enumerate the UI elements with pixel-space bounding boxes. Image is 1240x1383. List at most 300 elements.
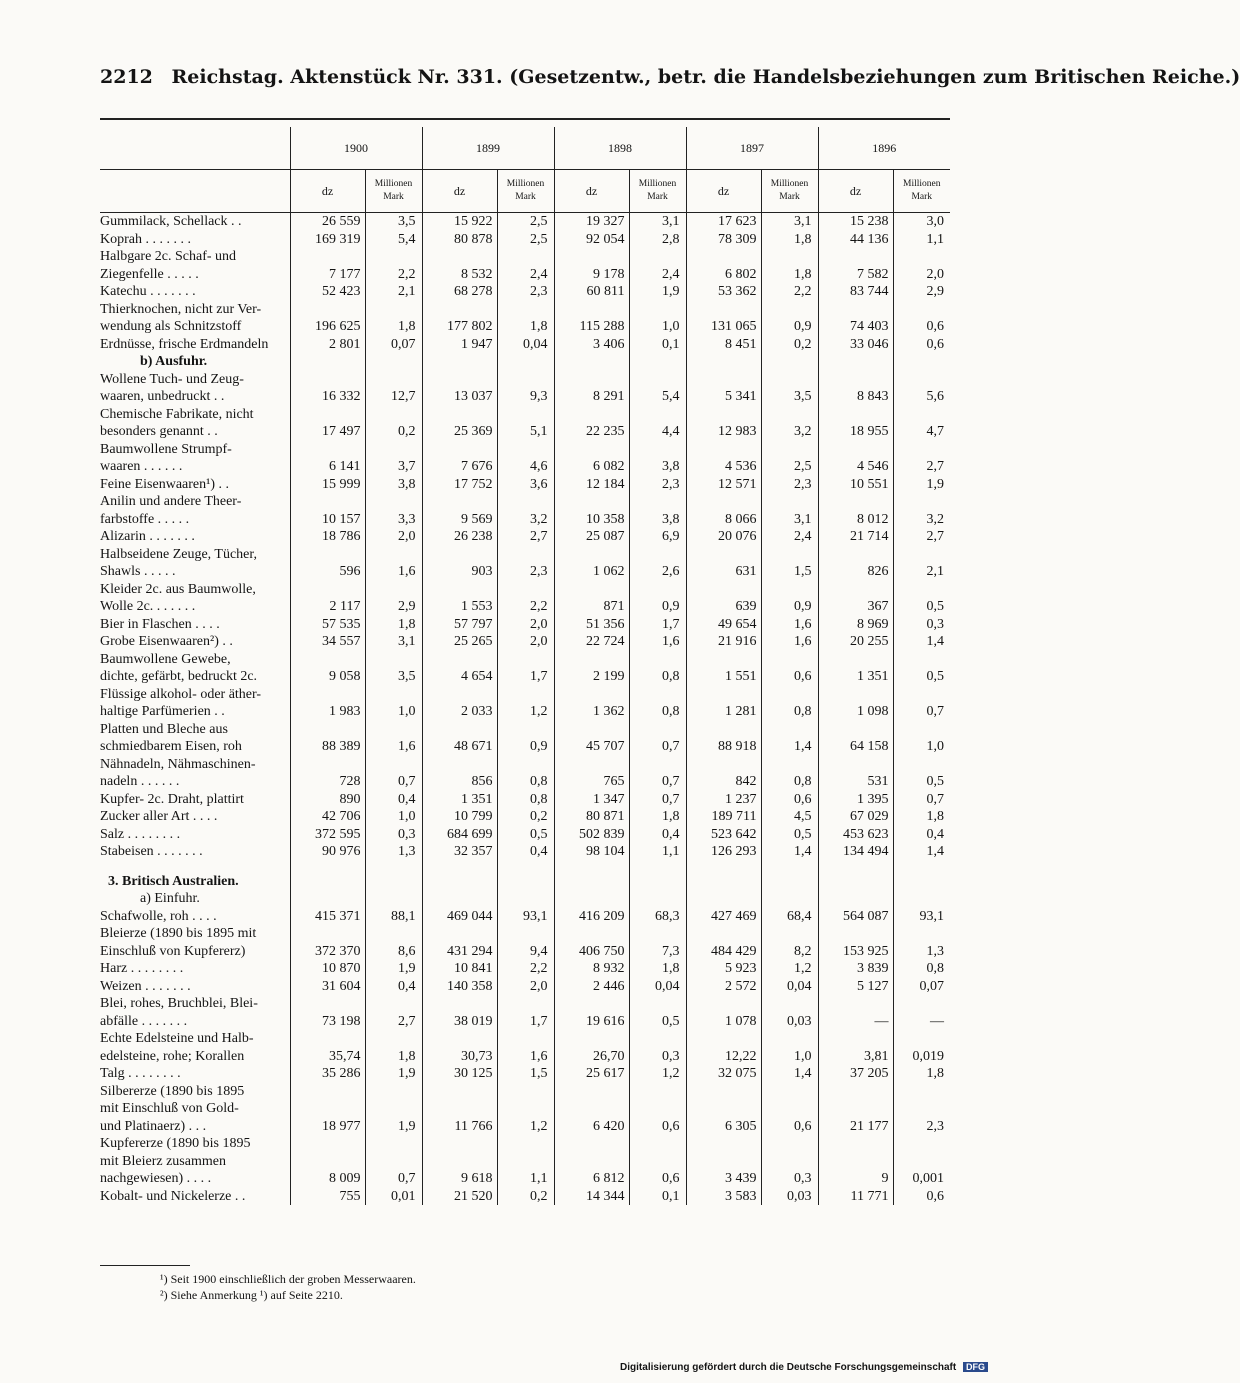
value-dz: 19 616 [554,1012,629,1030]
value-million-mark: 8,2 [761,942,818,960]
value-million-mark: 2,5 [497,213,554,231]
value-dz [554,872,629,890]
value-million-mark [365,685,422,703]
value-dz: 431 294 [422,942,497,960]
value-dz: 415 371 [290,907,365,925]
value-dz: 90 976 [290,843,365,861]
value-dz [290,248,365,266]
row-label: Flüssige alkohol- oder äther- [100,686,262,702]
row-label: Weizen . . . . . . . [100,978,191,994]
value-dz [818,248,893,266]
value-dz: — [818,1012,893,1030]
spacer-cell [100,860,290,872]
row-label: Kobalt- und Nickelerze . . [100,1188,246,1204]
value-dz: 126 293 [686,843,761,861]
spacer-cell [422,860,497,872]
value-dz [818,650,893,668]
value-million-mark: 2,0 [497,977,554,995]
value-dz: 115 288 [554,318,629,336]
value-dz: 60 811 [554,283,629,301]
value-million-mark [893,493,950,511]
value-million-mark: 2,4 [761,528,818,546]
value-dz: 1 078 [686,1012,761,1030]
value-dz: 11 766 [422,1117,497,1135]
value-million-mark [761,650,818,668]
digitization-credit [620,1362,988,1373]
table-row [100,335,950,353]
spacer-cell [818,860,893,872]
table-body [100,213,950,1205]
row-label: Halbseidene Zeuge, Tücher, [100,546,258,562]
value-million-mark [365,580,422,598]
value-dz [422,890,497,908]
value-million-mark: 2,2 [761,283,818,301]
value-dz: 3 839 [818,960,893,978]
value-dz [818,1030,893,1048]
value-million-mark: 0,4 [629,825,686,843]
value-dz: 6 141 [290,458,365,476]
row-label: Koprah . . . . . . . [100,231,191,247]
section-heading-row [100,872,950,890]
value-million-mark [497,1082,554,1100]
row-label: Baumwollene Gewebe, [100,651,231,667]
value-dz [818,580,893,598]
value-million-mark [761,1082,818,1100]
value-dz: 372 595 [290,825,365,843]
value-million-mark [893,685,950,703]
value-million-mark: — [893,1012,950,1030]
value-dz: 842 [686,773,761,791]
value-million-mark [629,405,686,423]
value-million-mark: 68,4 [761,907,818,925]
value-dz [554,1152,629,1170]
value-million-mark: 2,7 [497,528,554,546]
value-million-mark [365,650,422,668]
row-label: waaren, unbedruckt . . [100,389,225,404]
value-million-mark: 0,4 [497,843,554,861]
value-dz: 1 351 [422,790,497,808]
value-dz [818,405,893,423]
value-million-mark: 0,03 [761,1187,818,1205]
row-label: Wolle 2c. . . . . . . [100,599,196,614]
value-million-mark: 0,6 [629,1170,686,1188]
value-million-mark: 1,6 [365,738,422,756]
row-label: Alizarin . . . . . . . [100,529,195,544]
value-million-mark: 0,3 [365,825,422,843]
value-dz [290,925,365,943]
value-dz [554,580,629,598]
value-million-mark: 6,9 [629,528,686,546]
value-million-mark: 0,7 [365,773,422,791]
unit-million-mark: Millionen Mark [761,170,818,213]
value-million-mark [497,580,554,598]
value-million-mark: 2,1 [893,563,950,581]
value-million-mark [893,405,950,423]
value-dz: 406 750 [554,942,629,960]
value-dz: 8 066 [686,510,761,528]
value-dz: 25 369 [422,423,497,441]
value-dz [818,995,893,1013]
table-row [100,458,950,476]
value-million-mark [761,353,818,371]
value-million-mark: 1,6 [365,563,422,581]
value-million-mark: 3,5 [365,668,422,686]
value-dz: 531 [818,773,893,791]
value-dz: 8 969 [818,615,893,633]
unit-dz: dz [290,170,365,213]
value-million-mark: 0,1 [629,335,686,353]
value-million-mark [761,300,818,318]
row-label: Gummilack, Schellack . . [100,214,242,229]
row-label: besonders genannt . . [100,424,218,439]
value-dz: 2 117 [290,598,365,616]
value-dz: 1 553 [422,598,497,616]
value-million-mark: 0,9 [629,598,686,616]
value-dz [290,1152,365,1170]
row-label: Nähnadeln, Nähmaschinen- [100,756,256,772]
value-million-mark [629,1030,686,1048]
value-million-mark: 1,4 [761,843,818,861]
table-row [100,405,950,423]
value-million-mark: 3,1 [761,213,818,231]
statistics-table [100,127,950,1205]
unit-header-row [100,170,950,213]
value-dz [818,493,893,511]
row-label: wendung als Schnitzstoff [100,319,242,334]
value-dz: 22 724 [554,633,629,651]
value-million-mark: 0,6 [893,1187,950,1205]
value-million-mark: 1,4 [893,843,950,861]
value-million-mark [629,1135,686,1153]
value-million-mark: 68,3 [629,907,686,925]
row-label: nachgewiesen) . . . . [100,1171,212,1186]
table-row [100,615,950,633]
row-label: Baumwollene Strumpf- [100,441,232,457]
value-dz [686,925,761,943]
table-row [100,493,950,511]
value-million-mark: 3,5 [761,388,818,406]
value-dz [818,1100,893,1118]
value-dz [422,405,497,423]
value-million-mark [629,872,686,890]
table-row [100,1100,950,1118]
value-dz: 8 843 [818,388,893,406]
value-million-mark [629,545,686,563]
value-dz: 1 947 [422,335,497,353]
value-dz: 38 019 [422,1012,497,1030]
value-dz [554,300,629,318]
value-dz [290,755,365,773]
value-dz [554,925,629,943]
row-label: Grobe Eisenwaaren²) . . [100,634,233,649]
value-dz: 684 699 [422,825,497,843]
value-million-mark: 2,6 [629,563,686,581]
table-row [100,925,950,943]
unit-million-mark: Millionen Mark [629,170,686,213]
value-dz: 7 177 [290,265,365,283]
value-million-mark: 0,8 [761,773,818,791]
value-million-mark [497,493,554,511]
value-million-mark: 0,6 [761,1117,818,1135]
unit-million-mark: Millionen Mark [365,170,422,213]
value-dz: 453 623 [818,825,893,843]
value-dz [554,370,629,388]
unit-million-mark: Millionen Mark [497,170,554,213]
section-heading-row [100,353,950,371]
value-dz: 48 671 [422,738,497,756]
value-million-mark: 1,4 [761,1065,818,1083]
value-dz [422,995,497,1013]
value-million-mark: 7,3 [629,942,686,960]
value-million-mark [365,405,422,423]
value-dz [554,1135,629,1153]
row-label: waaren . . . . . . [100,459,183,474]
value-dz: 64 158 [818,738,893,756]
value-dz [422,1082,497,1100]
value-dz [290,1030,365,1048]
row-label: Blei, rohes, Bruchblei, Blei- [100,996,258,1011]
row-label: und Platinaerz) . . . [100,1118,207,1134]
value-dz: 25 265 [422,633,497,651]
value-dz: 1 351 [818,668,893,686]
value-million-mark [629,685,686,703]
footnote-1: ¹) Seit 1900 einschließlich der groben Messerwaaren. [160,1272,416,1286]
value-million-mark [629,1100,686,1118]
value-million-mark: 0,8 [893,960,950,978]
value-million-mark [365,925,422,943]
value-dz [290,1135,365,1153]
value-dz: 34 557 [290,633,365,651]
value-dz [818,925,893,943]
table-row [100,843,950,861]
row-label: mit Bleierz zusammen [100,1153,226,1169]
value-dz: 10 799 [422,808,497,826]
value-dz [290,580,365,598]
table-row [100,1030,950,1048]
value-million-mark [629,890,686,908]
year-header: 1900 [290,127,422,170]
value-million-mark: 1,1 [629,843,686,861]
value-dz: 765 [554,773,629,791]
value-dz [686,1135,761,1153]
row-label: schmiedbarem Eisen, roh [100,739,242,754]
table-row [100,1117,950,1135]
value-dz [554,545,629,563]
value-million-mark: 2,5 [761,458,818,476]
value-million-mark: 1,6 [629,633,686,651]
value-million-mark: 2,1 [365,283,422,301]
value-dz: 367 [818,598,893,616]
value-million-mark: 9,3 [497,388,554,406]
value-dz [554,995,629,1013]
value-dz: 8 009 [290,1170,365,1188]
value-dz [422,493,497,511]
value-dz [290,685,365,703]
value-dz: 32 357 [422,843,497,861]
value-million-mark: 0,04 [761,977,818,995]
value-dz: 3 583 [686,1187,761,1205]
table-row [100,213,950,231]
value-million-mark [629,248,686,266]
value-dz [290,650,365,668]
value-dz [290,300,365,318]
table-row [100,580,950,598]
value-million-mark [497,405,554,423]
value-dz: 755 [290,1187,365,1205]
year-header-row [100,127,950,170]
value-dz: 10 551 [818,475,893,493]
footnote-2: ²) Siehe Anmerkung ¹) auf Seite 2210. [160,1288,343,1302]
value-million-mark [497,1100,554,1118]
value-dz [554,1030,629,1048]
unit-dz: dz [818,170,893,213]
value-dz: 10 157 [290,510,365,528]
value-million-mark: 0,5 [893,668,950,686]
value-dz: 484 429 [686,942,761,960]
row-label: Talg . . . . . . . . [100,1066,181,1081]
row-label: Anilin und andere Theer- [100,494,242,509]
table-row [100,300,950,318]
value-dz: 88 389 [290,738,365,756]
row-label: Platten und Bleche aus [100,721,228,737]
value-million-mark: 1,3 [365,843,422,861]
value-million-mark: 1,9 [365,960,422,978]
value-dz: 134 494 [818,843,893,861]
value-dz: 13 037 [422,388,497,406]
row-label: Erdnüsse, frische Erdmandeln [100,336,269,352]
value-dz: 92 054 [554,230,629,248]
value-million-mark: 1,8 [365,1047,422,1065]
value-million-mark: 0,4 [893,825,950,843]
value-million-mark [893,370,950,388]
row-label: mit Einschluß von Gold- [100,1101,239,1116]
value-dz: 153 925 [818,942,893,960]
value-dz: 4 654 [422,668,497,686]
value-million-mark [629,370,686,388]
table-row [100,1065,950,1083]
value-dz: 35,74 [290,1047,365,1065]
year-header: 1898 [554,127,686,170]
value-million-mark [365,995,422,1013]
value-dz [554,1082,629,1100]
value-dz [686,872,761,890]
value-dz: 31 604 [290,977,365,995]
value-million-mark [497,1135,554,1153]
row-label: haltige Parfümerien . . [100,704,225,719]
value-million-mark [365,1030,422,1048]
value-dz: 189 711 [686,808,761,826]
table-row [100,1187,950,1205]
value-million-mark [365,353,422,371]
value-dz: 21 714 [818,528,893,546]
value-dz: 44 136 [818,230,893,248]
value-million-mark: 8,6 [365,942,422,960]
value-dz: 12 184 [554,475,629,493]
spacer-cell [761,860,818,872]
value-million-mark [365,1082,422,1100]
spacer-cell [497,860,554,872]
value-million-mark: 1,0 [365,703,422,721]
value-dz: 11 771 [818,1187,893,1205]
row-label: Halbgare 2c. Schaf- und [100,249,237,264]
value-dz [290,995,365,1013]
value-million-mark [761,580,818,598]
value-dz: 22 235 [554,423,629,441]
value-million-mark [629,925,686,943]
value-million-mark [761,1100,818,1118]
row-label: Salz . . . . . . . . [100,826,181,842]
header-blank [100,127,290,170]
value-dz: 30,73 [422,1047,497,1065]
value-dz: 871 [554,598,629,616]
section-heading: a) Einfuhr. [140,891,200,906]
row-label: Silbererze (1890 bis 1895 [100,1083,245,1099]
value-million-mark: 4,6 [497,458,554,476]
value-million-mark: 0,5 [893,773,950,791]
value-dz [554,890,629,908]
table-row [100,773,950,791]
value-million-mark [893,440,950,458]
value-dz [818,353,893,371]
value-dz: 523 642 [686,825,761,843]
value-million-mark: 5,4 [365,230,422,248]
value-dz: 21 916 [686,633,761,651]
row-label: Katechu . . . . . . . [100,284,196,299]
table-row [100,230,950,248]
value-million-mark [893,300,950,318]
value-million-mark: 2,9 [893,283,950,301]
value-million-mark: 1,7 [497,668,554,686]
value-million-mark: 1,8 [629,808,686,826]
value-dz [818,370,893,388]
row-label: Feine Eisenwaaren¹) . . [100,476,229,492]
header-blank [100,170,290,213]
value-million-mark: 0,7 [629,738,686,756]
value-million-mark: 2,7 [893,528,950,546]
value-dz: 26,70 [554,1047,629,1065]
value-million-mark: 0,8 [629,703,686,721]
value-million-mark: 0,01 [365,1187,422,1205]
value-million-mark: 88,1 [365,907,422,925]
value-million-mark: 2,7 [365,1012,422,1030]
value-million-mark: 3,8 [629,458,686,476]
value-dz: 18 977 [290,1117,365,1135]
value-million-mark: 0,9 [497,738,554,756]
value-dz: 10 841 [422,960,497,978]
value-million-mark: 3,2 [761,423,818,441]
value-million-mark: 0,4 [365,790,422,808]
value-million-mark [761,890,818,908]
value-million-mark: 0,9 [761,318,818,336]
value-million-mark: 0,3 [893,615,950,633]
dfg-logo: DFG [963,1362,988,1372]
value-million-mark [497,248,554,266]
value-dz: 25 087 [554,528,629,546]
value-dz [554,755,629,773]
table-row [100,995,950,1013]
value-dz: 8 451 [686,335,761,353]
value-million-mark: 2,0 [893,265,950,283]
value-million-mark: 2,0 [365,528,422,546]
value-million-mark: 0,7 [629,773,686,791]
row-label: nadeln . . . . . . [100,774,180,789]
value-dz: 73 198 [290,1012,365,1030]
value-dz: 2 199 [554,668,629,686]
value-dz: 21 520 [422,1187,497,1205]
value-million-mark [893,995,950,1013]
value-million-mark: 0,6 [893,318,950,336]
value-million-mark [365,872,422,890]
